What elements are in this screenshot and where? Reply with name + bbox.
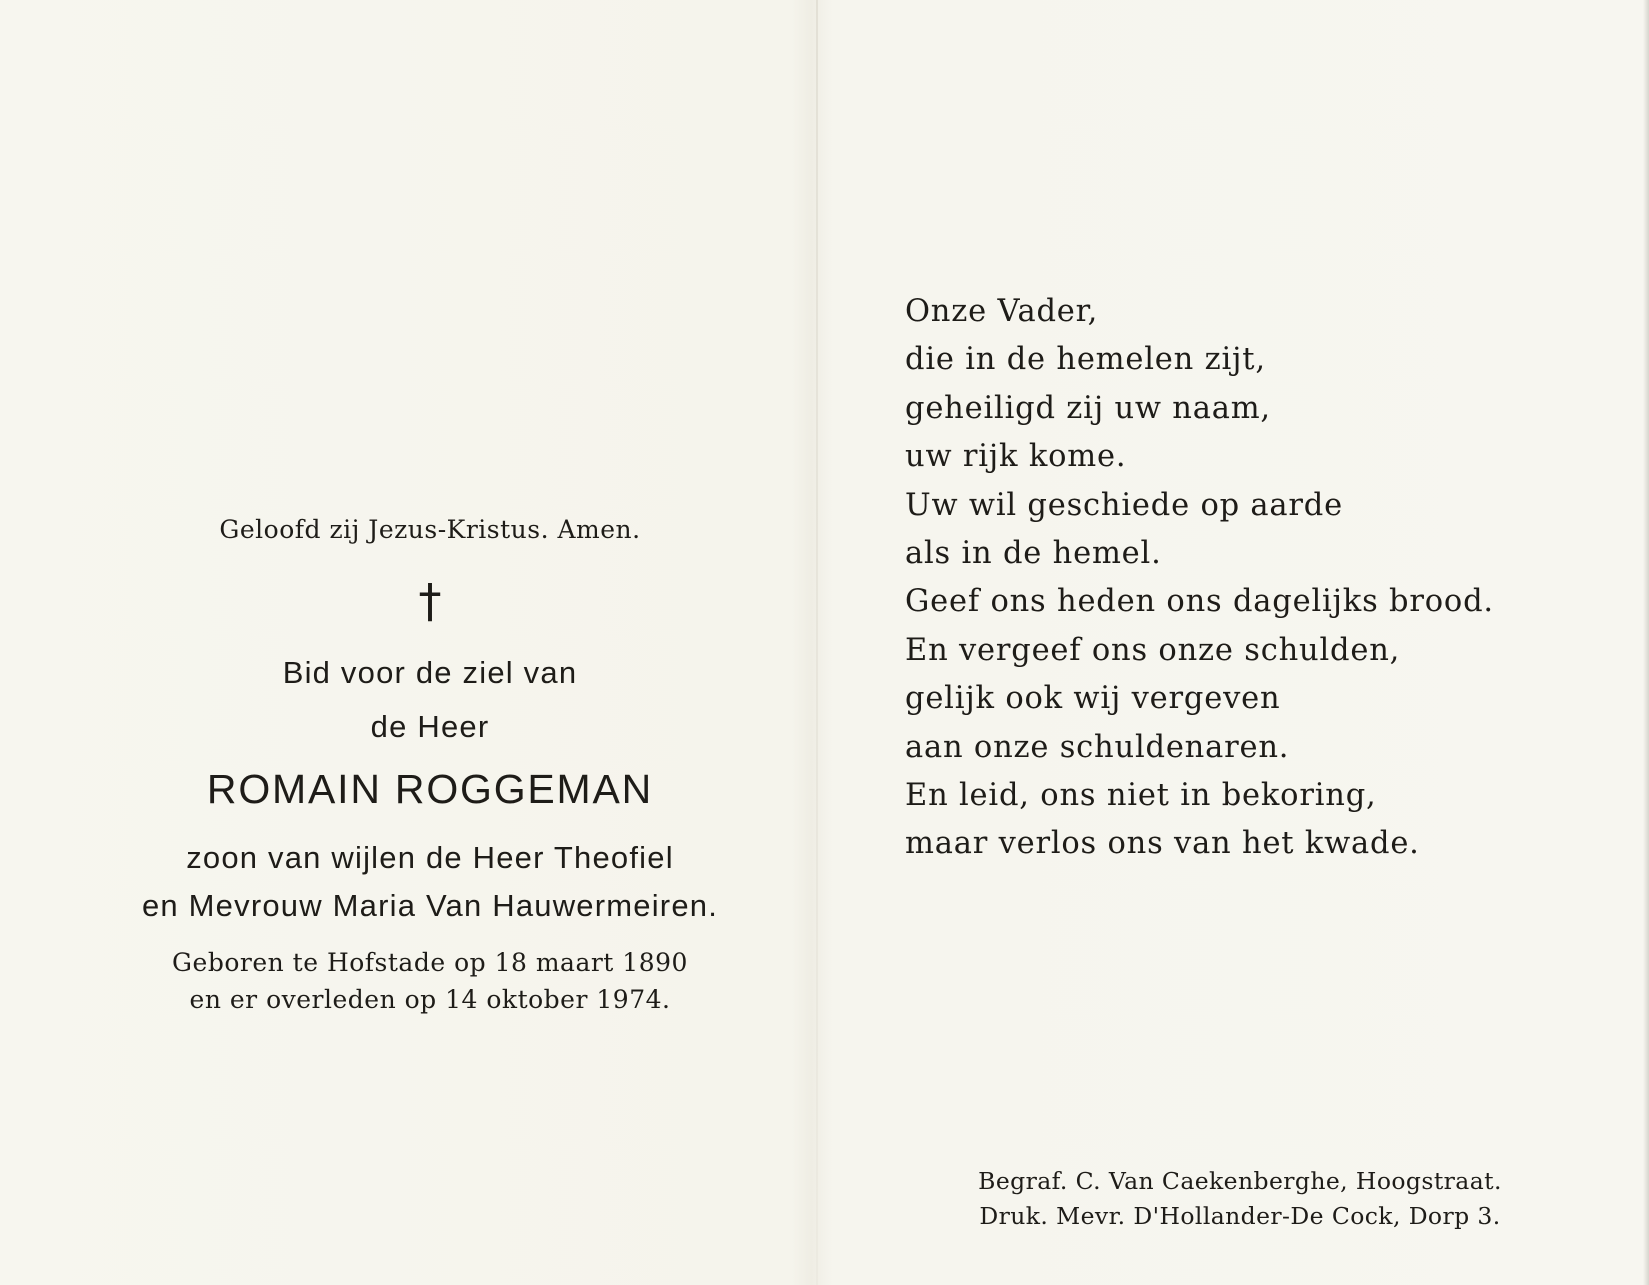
prayer-line: maar verlos ons van het kwade. (905, 826, 1420, 862)
prayer-line: Uw wil geschiede op aarde (905, 487, 1343, 523)
parents-line-2: en Mevrouw Maria Van Hauwermeiren. (141, 888, 719, 923)
motto-text: Geloofd zij Jezus-Kristus. Amen. (219, 515, 641, 544)
parents-line-1: zoon van wijlen de Heer Theofiel (186, 840, 674, 875)
prayer-line: Onze Vader, (905, 294, 1099, 329)
left-panel (0, 0, 816, 1285)
card-fold-line (816, 0, 818, 1285)
pray-line: Bid voor de ziel van (282, 655, 578, 690)
card-edge-shadow (1643, 0, 1649, 1285)
prayer-line: geheiligd zij uw naam, (905, 390, 1271, 426)
prayer-line: als in de hemel. (905, 536, 1162, 572)
prayer-line: die in de hemelen zijt, (905, 342, 1266, 378)
birth-line: Geboren te Hofstade op 18 maart 1890 (172, 948, 688, 977)
prayer-line: uw rijk kome. (905, 439, 1127, 475)
deceased-name: ROMAIN ROGGEMAN (206, 766, 654, 812)
prayer-line: gelijk ook wij vergeven (905, 681, 1281, 717)
title-line: de Heer (370, 709, 490, 744)
prayer-line: Geef ons heden ons dagelijks brood. (905, 584, 1494, 620)
printer-credit: Druk. Mevr. D'Hollander-De Cock, Dorp 3. (979, 1202, 1501, 1230)
death-line: en er overleden op 14 oktober 1974. (189, 985, 671, 1014)
prayer-line: aan onze schuldenaren. (905, 729, 1290, 765)
prayer-line: En leid, ons niet in bekoring, (905, 778, 1377, 814)
undertaker-credit: Begraf. C. Van Caekenberghe, Hoogstraat. (978, 1167, 1502, 1195)
prayer-text (905, 288, 1494, 869)
prayer-line: En vergeef ons onze schulden, (905, 632, 1401, 668)
cross-icon: † (418, 574, 442, 628)
